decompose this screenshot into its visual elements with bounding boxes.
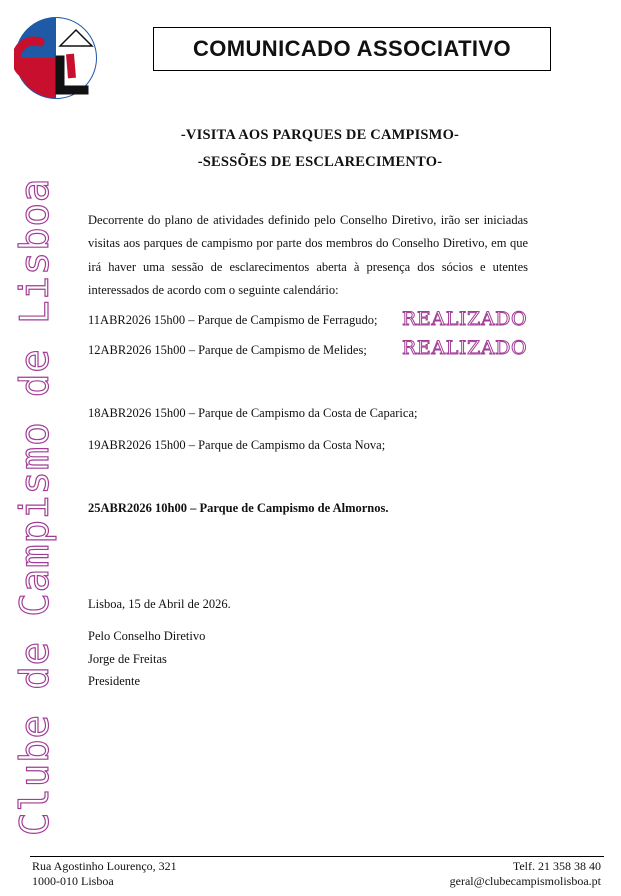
heading-visits: -VISITA AOS PARQUES DE CAMPISMO- [180,127,460,143]
schedule-item: 12ABR2026 15h00 – Parque de Campismo de Melides; [88,343,367,357]
signature-line: Pelo Conselho Diretivo [88,629,206,643]
club-logo [14,16,98,100]
footer-email[interactable]: geral@clubecampismolisboa.pt [449,874,601,888]
heading-sessions: -SESSÕES DE ESCLARECIMENTO- [197,154,443,170]
schedule-item: 19ABR2026 15h00 – Parque de Campismo da Costa Nova; [88,438,386,452]
schedule-item: 18ABR2026 15h00 – Parque de Campismo da Costa de Caparica; [88,406,418,420]
realizado-stamp: REALIZADO [402,337,528,359]
footer-divider [30,856,604,857]
footer-address-line1: Rua Agostinho Lourenço, 321 [32,859,177,873]
footer-phone: Telf. 21 358 38 40 [512,859,601,873]
date-line: Lisboa, 15 de Abril de 2026. [88,597,231,611]
schedule-item: 25ABR2026 10h00 – Parque de Campismo de Almornos. [88,501,389,515]
realizado-stamp: REALIZADO [402,308,528,330]
page-title: COMUNICADO ASSOCIATIVO [153,27,551,71]
intro-paragraph: Decorrente do plano de atividades definido pelo Conselho Diretivo, irão ser iniciadas visitas aos parques de campismo por parte dos membros do Conselho Diretivo, em que irá haver uma sessão de esclarecimentos aberta à presença dos sócios e utentes interessados de acordo com o seguinte calendário: [88,213,528,297]
signature-name: Jorge de Freitas [88,652,167,666]
footer-address-line2: 1000-010 Lisboa [32,874,114,888]
signature-title: Presidente [88,674,141,688]
side-club-name-text: Clube de Campismo de Lisboa [13,177,58,836]
schedule-item: 11ABR2026 15h00 – Parque de Campismo de Ferragudo; [88,313,378,327]
